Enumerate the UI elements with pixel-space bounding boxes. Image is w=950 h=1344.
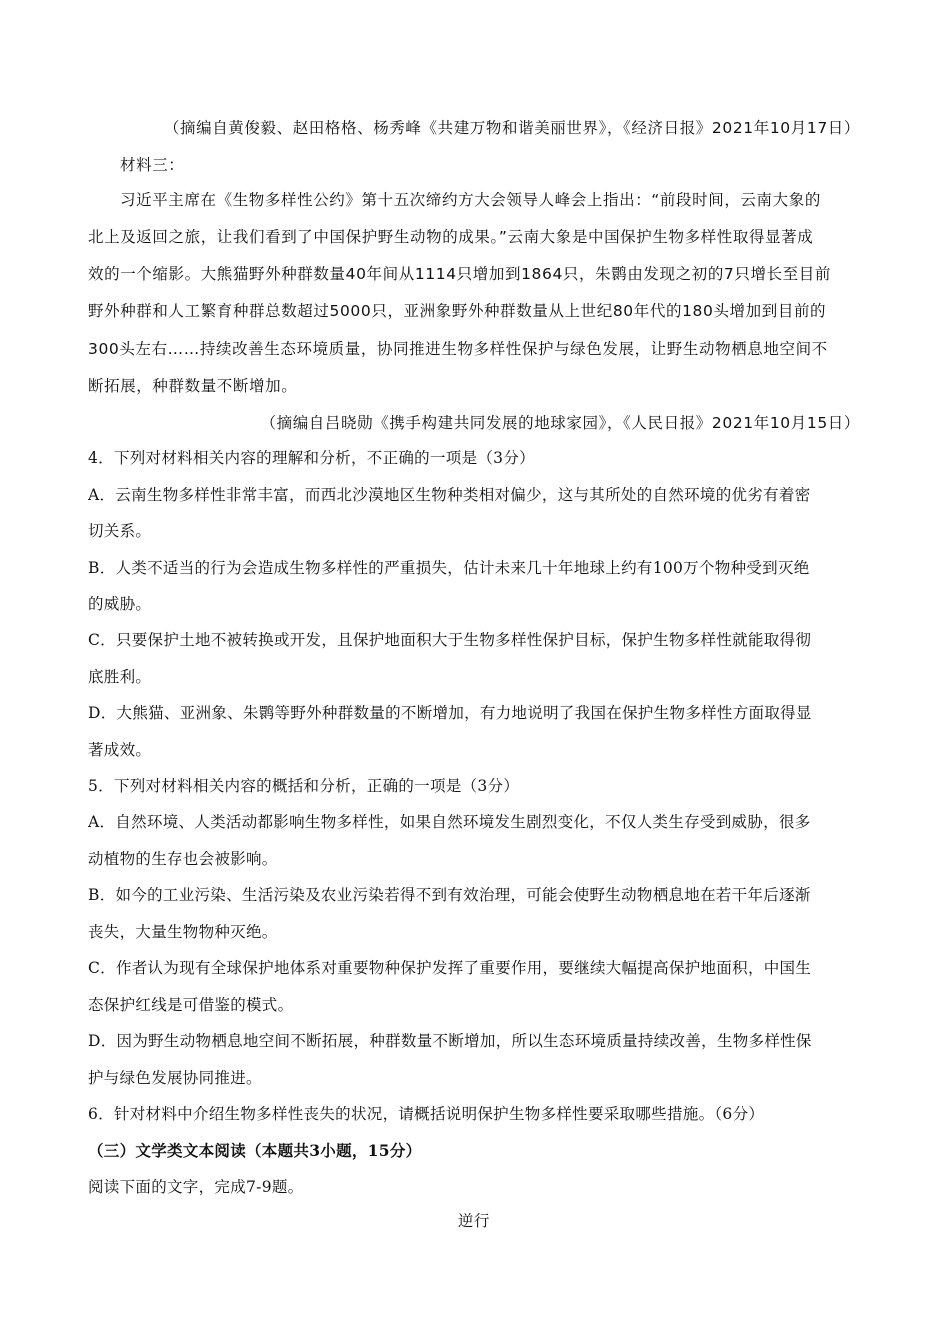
q4-option-a-line2: 切关系。 (88, 522, 152, 540)
material3-line-5: 300头左右……持续改善生态环境质量，协同推进生物多样性保护与绿色发展，让野生动物栖息地空间不 (88, 340, 828, 358)
material3-line-3: 效的一个缩影。大熊猫野外种群数量40年间从1114只增加到1864只，朱鹮由发现之初的7只增长至目前 (88, 265, 831, 283)
q5-stem: 5．下列对材料相关内容的概括和分析，正确的一项是（3分） (88, 777, 520, 795)
q4-option-d-line2: 著成效。 (88, 741, 152, 759)
section3-instruction: 阅读下面的文字，完成7-9题。 (88, 1178, 304, 1196)
q4-option-b-line2: 的威胁。 (88, 595, 152, 613)
q5-option-a-line2: 动植物的生存也会被影响。 (88, 850, 278, 868)
q5-option-a-line1: A．自然环境、人类活动都影响生物多样性，如果自然环境发生剧烈变化，不仅人类生存受到威胁，很多 (88, 813, 811, 831)
q5-option-d-line2: 护与绿色发展协同推进。 (88, 1069, 262, 1087)
q5-option-d-line1: D．因为野生动物栖息地空间不断拓展，种群数量不断增加，所以生态环境质量持续改善，生物多样性保 (88, 1032, 812, 1050)
q6-stem: 6．针对材料中介绍生物多样性丧失的状况，请概括说明保护生物多样性要采取哪些措施。（6分） (88, 1105, 765, 1123)
story-title: 逆行 (457, 1212, 491, 1230)
material3-line-6: 断拓展，种群数量不断增加。 (88, 377, 298, 395)
q4-stem: 4．下列对材料相关内容的理解和分析，不正确的一项是（3分） (88, 449, 535, 467)
material2-source: （摘编自黄俊毅、赵田格格、杨秀峰《共建万物和谐美丽世界》，《经济日报》2021年10月17日） (163, 119, 860, 137)
q4-option-d-line1: D．大熊猫、亚洲象、朱鹮等野外种群数量的不断增加，有力地说明了我国在保护生物多样性方面取得显 (88, 704, 812, 722)
q4-option-a-line1: A．云南生物多样性非常丰富，而西北沙漠地区生物种类相对偏少，这与其所处的自然环境的优劣有着密 (88, 486, 811, 504)
q5-option-c-line2: 态保护红线是可借鉴的模式。 (88, 996, 294, 1014)
material3-line-2: 北上及返回之旅，让我们看到了中国保护野生动物的成果。”云南大象是中国保护生物多样性取得显著成 (88, 228, 814, 246)
q5-option-c-line1: C．作者认为现有全球保护地体系对重要物种保护发挥了重要作用，要继续大幅提高保护地面积，中国生 (88, 959, 812, 977)
section3-heading: （三）文学类文本阅读（本题共3小题，15分） (88, 1141, 422, 1160)
q4-option-b-line1: B．人类不适当的行为会造成生物多样性的严重损失，估计未来几十年地球上约有100万个物种受到灭绝 (88, 559, 810, 577)
q5-option-b-line2: 丧失，大量生物物种灭绝。 (88, 923, 278, 941)
material3-line-4: 野外种群和人工繁育种群总数超过5000只，亚洲象野外种群数量从上世纪80年代的180头增加到目前的 (88, 302, 827, 320)
material3-heading: 材料三： (120, 156, 185, 174)
material3-line-1: 习近平主席在《生物多样性公约》第十五次缔约方大会领导人峰会上指出：“前段时间，云南大象的 (120, 191, 821, 209)
material3-source: （摘编自吕晓勋《携手构建共同发展的地球家园》，《人民日报》2021年10月15日） (260, 414, 860, 432)
q4-option-c-line1: C．只要保护土地不被转换或开发，且保护地面积大于生物多样性保护目标，保护生物多样性就能取得彻 (88, 631, 812, 649)
q5-option-b-line1: B．如今的工业污染、生活污染及农业污染若得不到有效治理，可能会使野生动物栖息地在若干年后逐渐 (88, 886, 811, 904)
q4-option-c-line2: 底胜利。 (88, 668, 152, 686)
